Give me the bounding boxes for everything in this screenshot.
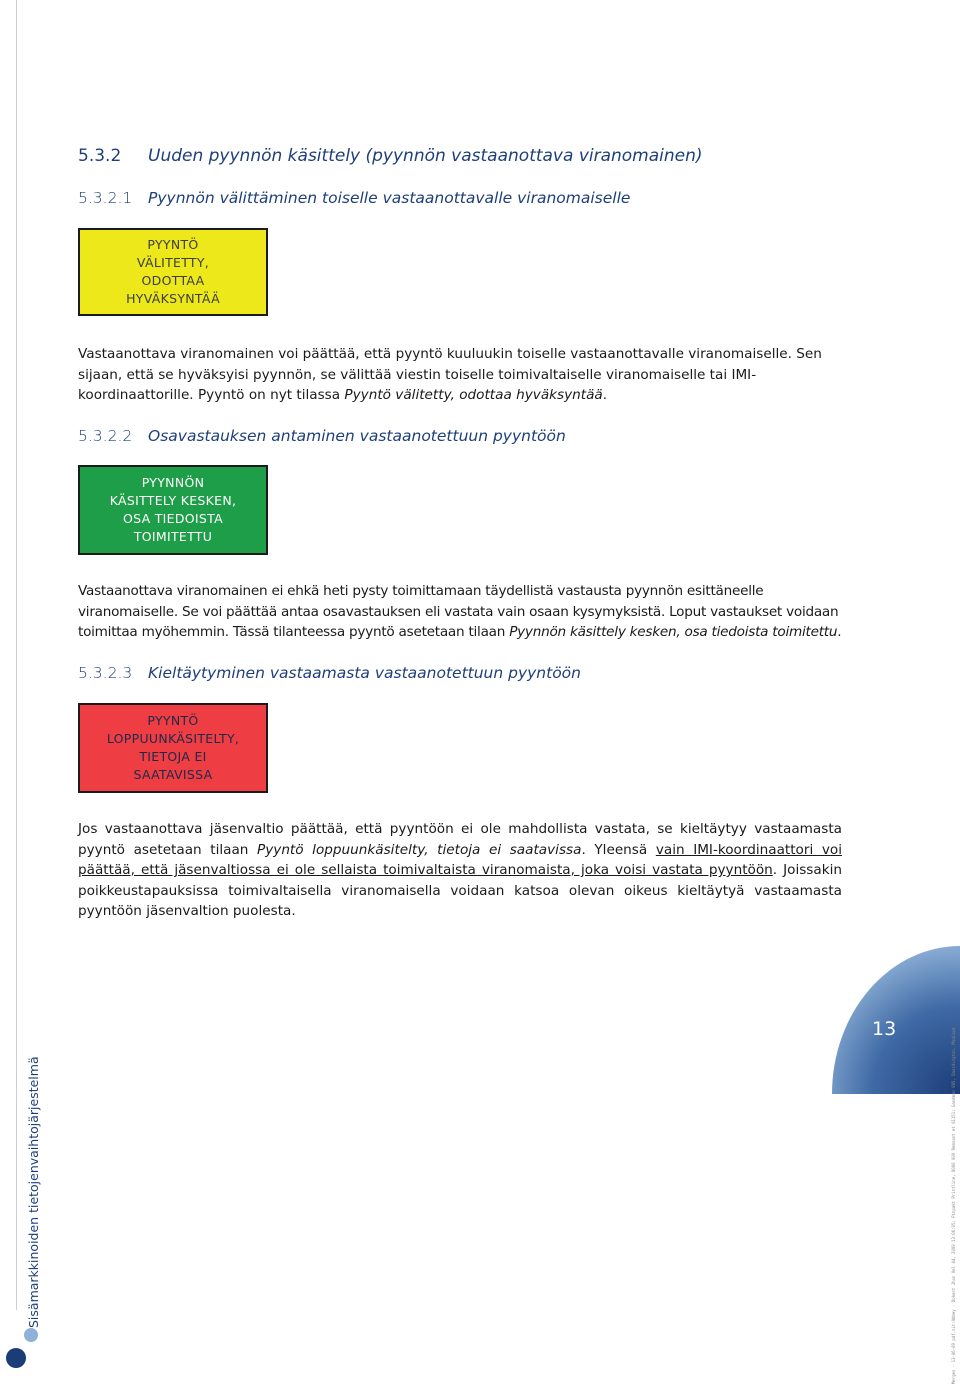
status-name: Pyyntö välitetty, odottaa hyväksyntää	[344, 387, 603, 403]
subsection-heading-1	[78, 189, 630, 207]
subsection-title: Kieltäytyminen vastaamasta vastaanotettuun pyyntöön	[148, 664, 581, 682]
status-line: LOPPUUNKÄSITELTY,	[106, 731, 240, 746]
subsection-number: 5.3.2.3	[78, 664, 133, 682]
status-box-refused	[78, 703, 268, 793]
margin-rule	[16, 0, 17, 1310]
section-title: Uuden pyynnön käsittely (pyynnön vastaanottava viranomainen)	[148, 146, 703, 166]
subsection-title: Osavastauksen antaminen vastaanotettuun pyyntöön	[148, 427, 566, 445]
section-heading	[78, 146, 703, 166]
status-box-partial	[78, 465, 268, 555]
status-line: PYYNNÖN	[141, 475, 205, 490]
section-number: 5.3.2	[78, 146, 122, 166]
status-line: SAATAVISSA	[133, 767, 213, 782]
paragraph-end: .	[602, 387, 608, 403]
status-line: KÄSITTELY KESKEN,	[109, 493, 237, 508]
subsection-number: 5.3.2.2	[78, 427, 133, 445]
status-line: TOIMITETTU	[133, 529, 213, 544]
sidebar-title: Sisämarkkinoiden tietojenvaihtojärjestelmä	[26, 1056, 41, 1328]
subsection-heading-3	[78, 664, 581, 682]
paragraph-end: . Joissakin poikkeustapauksissa toimivaltaisella viranomaisella voidaan katsoa olevan oikeus kieltäytyä vastaamasta pyyntöön jäsenvaltion puolesta.	[78, 862, 842, 919]
status-line: HYVÄKSYNTÄÄ	[126, 291, 220, 306]
paragraph-text: Vastaanottava viranomainen ei ehkä heti pysty toimittamaan täydellistä vastausta pyynnön esittäneelle viranomaiselle. Se voi päättää antaa osavastauksen eli vastata vain osaan kysymyksistä. Loput vastaukset voidaan toimittaa myöhemmin. Tässä tilanteessa pyyntö asetetaan tilaan	[78, 583, 839, 640]
subsection-number: 5.3.2.1	[78, 189, 133, 207]
status-box-forwarded	[78, 228, 268, 316]
logo-dot-icon	[24, 1328, 38, 1342]
status-name: Pyyntö loppuunkäsitelty, tietoja ei saatavissa	[257, 841, 582, 858]
paragraph-refusal	[78, 819, 842, 922]
paragraph-forwarding	[78, 344, 842, 406]
status-line: ODOTTAA	[141, 273, 205, 288]
paragraph-mid: . Yleensä	[581, 841, 656, 858]
subsection-title: Pyynnön välittäminen toiselle vastaanottavalle viranomaiselle	[148, 189, 631, 207]
status-line: PYYNTÖ	[147, 237, 199, 252]
status-line: OSA TIEDOISTA	[123, 511, 223, 526]
status-line: PYYNTÖ	[147, 713, 199, 728]
page-number: 13	[872, 1018, 897, 1040]
paragraph-text: Vastaanottava viranomainen voi päättää, että pyyntö kuuluukin toiselle vastaanottavalle viranomaiselle. Sen sijaan, että se hyväksyisi pyynnön, se välittää viestin toiselle toimivaltaiselle viranomaiselle tai IMI-koordinaattorille. Pyyntö on nyt tilassa	[78, 346, 822, 403]
paragraph-partial	[78, 581, 842, 643]
print-imprint: Merges - 13-06-09 pdf.sit:Abbey - Dokent Jhon Vel 44, 2009 13:06:05; Pinpakt Printline, 8000 000 Remsant et 01151; Gandman 895, Dassdington, Maalaud	[951, 1027, 956, 1384]
subsection-heading-2	[78, 427, 566, 445]
paragraph-text: Jos vastaanottava jäsenvaltio päättää, että pyyntöön ei ole mahdollista vastata, se kieltäytyy vastaamasta pyyntö asetetaan tilaan	[78, 821, 842, 858]
status-line: VÄLITETTY,	[136, 255, 210, 270]
logo-dot-icon	[6, 1348, 26, 1368]
status-name: Pyynnön käsittely kesken, osa tiedoista toimitettu	[509, 624, 838, 640]
paragraph-end: .	[837, 624, 842, 640]
underlined-text: vain IMI-koordinaattori voi päättää, että jäsenvaltiossa ei ole sellaista toimivaltaista viranomaista, joka voisi vastata pyyntöön	[78, 841, 842, 878]
status-line: TIETOJA EI	[139, 749, 207, 764]
